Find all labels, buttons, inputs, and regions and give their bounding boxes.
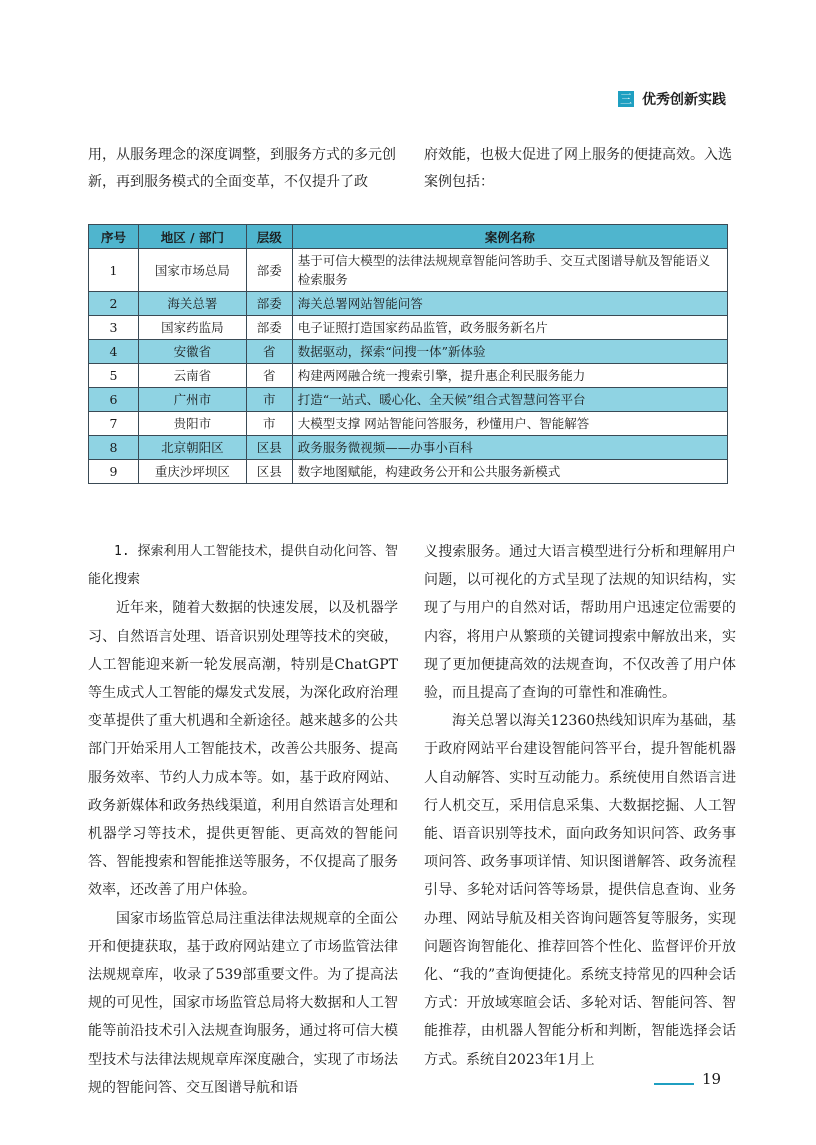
body-paragraph: 义搜索服务。通过大语言模型进行分析和理解用户问题，以可视化的方式呈现了法规的知识结构，实现了与用户的自然对话，帮助用户迅速定位需要的内容，将用户从繁琐的关键词搜索中解放出来，实现了更加便捷高效的法规查询，不仅改善了用户体验，而且提高了查询的可靠性和准确性。 [424, 544, 736, 702]
cell-level: 市 [246, 388, 292, 412]
header-case-name: 案例名称 [292, 225, 727, 249]
table-row [89, 460, 728, 484]
cell-case-name: 海关总署网站智能问答 [292, 292, 727, 316]
cell-region: 北京朝阳区 [138, 436, 246, 460]
body-paragraph: 近年来，随着大数据的快速发展，以及机器学习、自然语言处理、语音识别处理等技术的突破，人工智能迎来新一轮发展高潮，特别是ChatGPT等生成式人工智能的爆发式发展，为深化政府治理变革提供了重大机遇和全新途径。越来越多的公共部门开始采用人工智能技术，改善公共服务、提高服务效率、节约人力成本等。如，基于政府网站、政务新媒体和政务热线渠道，利用自然语言处理和机器学习等技术，提供更智能、更高效的智能问答、智能搜索和智能推送等服务，不仅提高了服务效率，还改善了用户体验。 [88, 600, 398, 899]
cell-region: 重庆沙坪坝区 [138, 460, 246, 484]
header-no: 序号 [89, 225, 139, 249]
subsection-heading: 1. 探索利用人工智能技术，提供自动化问答、智能化搜索 [88, 544, 398, 588]
cell-case-name: 电子证照打造国家药品监管，政务服务新名片 [292, 316, 727, 340]
cell-level: 区县 [246, 460, 292, 484]
table-header-row [89, 225, 728, 249]
table-row [89, 316, 728, 340]
body-paragraph: 海关总署以海关12360热线知识库为基础，基于政府网站平台建设智能问答平台，提升智能机器人自动解答、实时互动能力。系统使用自然语言进行人机交互，采用信息采集、大数据挖掘、人工智能、语音识别等技术，面向政务知识问答、政务事项问答、政务事项详情、知识图谱解答、政务流程引导、多轮对话问答等场景，提供信息查询、业务办理、网站导航及相关咨询问题答复等服务，实现问题咨询智能化、推荐回答个性化、监督评价开放化、“我的”查询便捷化。系统支持常见的四种会话方式：开放域寒暄会话、多轮对话、智能问答、智能推荐，由机器人智能分析和判断，智能选择会话方式。系统自2023年1月上 [424, 713, 736, 1068]
body-paragraph: 国家市场监管总局注重法律法规规章的全面公开和便捷获取，基于政府网站建立了市场监管法律法规规章库，收录了539部重要文件。为了提高法规的可见性，国家市场监管总局将大数据和人工智能等前沿技术引入法规查询服务，通过将可信大模型技术与法律法规规章库深度融合，实现了市场法规的智能问答、交互图谱导航和语 [88, 910, 398, 1096]
cell-case-name: 数据驱动，探索“问搜一体”新体验 [292, 340, 727, 364]
cell-no: 4 [89, 340, 139, 364]
table-row [89, 340, 728, 364]
cell-case-name: 基于可信大模型的法律法规规章智能问答助手、交互式图谱导航及智能语义检索服务 [292, 249, 727, 292]
cell-case-name: 打造“一站式、暖心化、全天候”组合式智慧问答平台 [292, 388, 727, 412]
table-row [89, 364, 728, 388]
body-left-column [88, 538, 398, 1102]
cell-case-name: 大模型支撑 网站智能问答服务，秒懂用户、智能解答 [292, 412, 727, 436]
intro-right-text: 府效能，也极大促进了网上服务的便捷高效。入选案例包括： [424, 147, 732, 190]
cell-level: 部委 [246, 316, 292, 340]
cell-case-name: 构建两网融合统一搜索引擎，提升惠企利民服务能力 [292, 364, 727, 388]
page-number: 19 [702, 1070, 722, 1088]
cell-no: 8 [89, 436, 139, 460]
cell-no: 2 [89, 292, 139, 316]
section-icon: 三 [619, 92, 632, 106]
cell-level: 省 [246, 340, 292, 364]
cell-region: 云南省 [138, 364, 246, 388]
cell-case-name: 数字地图赋能，构建政务公开和公共服务新模式 [292, 460, 727, 484]
cell-no: 1 [89, 249, 139, 292]
section-title: 优秀创新实践 [642, 92, 726, 108]
cell-region: 广州市 [138, 388, 246, 412]
body-right-column [424, 538, 736, 1074]
cell-level: 市 [246, 412, 292, 436]
cell-region: 国家药监局 [138, 316, 246, 340]
table-row [89, 436, 728, 460]
table-row [89, 292, 728, 316]
section-header [618, 88, 758, 110]
cell-no: 3 [89, 316, 139, 340]
cell-region: 海关总署 [138, 292, 246, 316]
cell-no: 6 [89, 388, 139, 412]
cell-no: 9 [89, 460, 139, 484]
header-region: 地区 / 部门 [138, 225, 246, 249]
cell-level: 部委 [246, 292, 292, 316]
cell-region: 安徽省 [138, 340, 246, 364]
cell-no: 5 [89, 364, 139, 388]
table-row [89, 412, 728, 436]
cases-table [88, 224, 728, 484]
page-number-rule [654, 1083, 694, 1085]
table-row [89, 388, 728, 412]
cell-level: 部委 [246, 249, 292, 292]
intro-left-text: 用，从服务理念的深度调整，到服务方式的多元创新，再到服务模式的全面变革，不仅提升了政 [88, 147, 396, 190]
cell-no: 7 [89, 412, 139, 436]
table-row [89, 249, 728, 292]
cell-case-name: 政务服务微视频——办事小百科 [292, 436, 727, 460]
cell-level: 省 [246, 364, 292, 388]
cell-level: 区县 [246, 436, 292, 460]
header-level: 层级 [246, 225, 292, 249]
cell-region: 贵阳市 [138, 412, 246, 436]
cell-region: 国家市场总局 [138, 249, 246, 292]
